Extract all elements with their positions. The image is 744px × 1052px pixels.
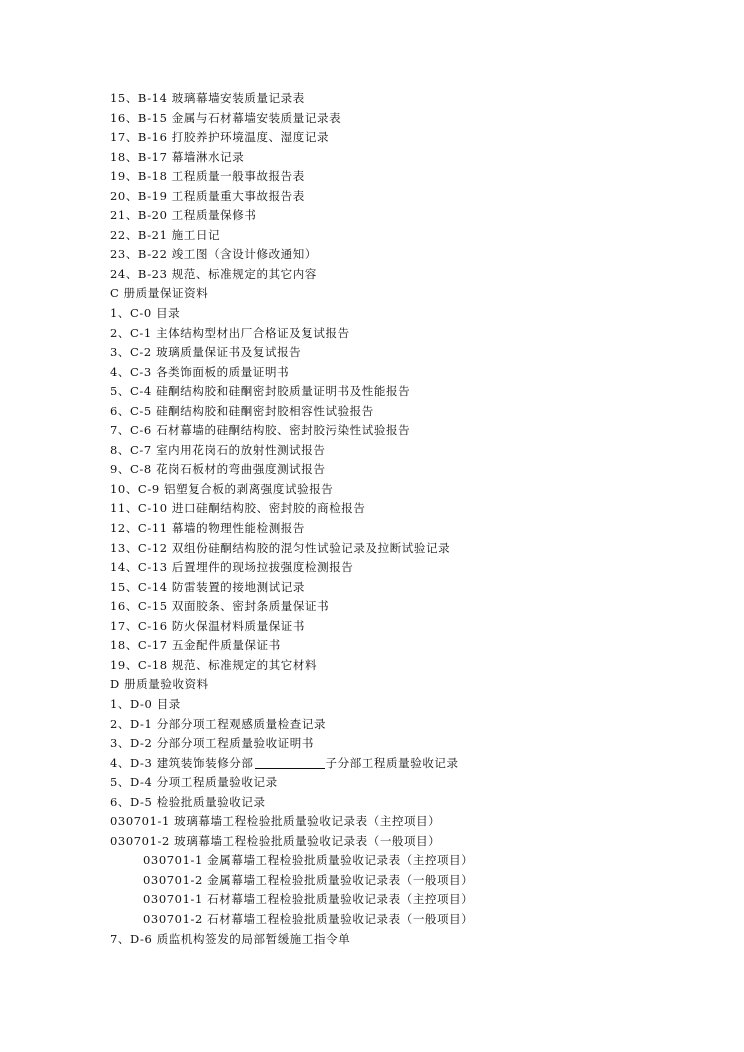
list-item: 15、B-14 玻璃幕墙安装质量记录表	[110, 91, 305, 105]
list-item-prefix: 4、D-3 建筑装饰装修分部	[110, 755, 254, 770]
list-item: 11、C-10 进口硅酮结构胶、密封胶的商检报告	[110, 501, 366, 516]
list-item: 21、B-20 工程质量保修书	[110, 208, 257, 223]
list-item: 17、C-16 防火保温材料质量保证书	[110, 618, 306, 633]
list-item: 15、C-14 防雷装置的接地测试记录	[110, 579, 306, 594]
list-item: 4、C-3 各类饰面板的质量证明书	[110, 364, 290, 379]
list-item-indented: 030701-2 金属幕墙工程检验批质量验收记录表（一般项目）	[143, 872, 474, 887]
list-item: 030701-2 玻璃幕墙工程检验批质量验收记录表（一般项目）	[110, 833, 441, 848]
list-item: 6、C-5 硅酮结构胶和硅酮密封胶相容性试验报告	[110, 403, 374, 418]
list-item: 3、C-2 玻璃质量保证书及复试报告	[110, 345, 302, 360]
list-item: 7、C-6 石材幕墙的硅酮结构胶、密封胶污染性试验报告	[110, 423, 411, 438]
list-item: 1、D-0 目录	[110, 696, 181, 711]
list-item: 030701-1 玻璃幕墙工程检验批质量验收记录表（主控项目）	[110, 814, 441, 829]
list-item: 18、B-17 幕墙淋水记录	[110, 149, 245, 164]
list-item: 10、C-9 铝塑复合板的剥离强度试验报告	[110, 481, 334, 496]
list-item: 9、C-8 花岗石板材的弯曲强度测试报告	[110, 462, 326, 477]
list-item: 19、C-18 规范、标准规定的其它材料	[110, 657, 318, 672]
list-item: 16、C-15 双面胶条、密封条质量保证书	[110, 599, 330, 614]
list-item: 6、D-5 检验批质量验收记录	[110, 794, 266, 809]
list-item: 17、B-16 打胶养护环境温度、湿度记录	[110, 130, 330, 145]
list-item: 14、C-13 后置埋件的现场拉拔强度检测报告	[110, 560, 354, 575]
list-item-indented: 030701-1 石材幕墙工程检验批质量验收记录表（主控项目）	[143, 892, 474, 907]
section-heading-d: D 册质量验收资料	[110, 677, 209, 692]
section-heading-c: C 册质量保证资料	[110, 286, 209, 301]
list-item: 18、C-17 五金配件质量保证书	[110, 638, 281, 653]
list-item: 23、B-22 竣工图（含设计修改通知）	[110, 247, 317, 262]
list-item: 5、D-4 分项工程质量验收记录	[110, 775, 278, 790]
list-item: 2、C-1 主体结构型材出厂合格证及复试报告	[110, 325, 350, 340]
document-body	[110, 89, 710, 949]
list-item: 7、D-6 质监机构签发的局部暂缓施工指令单	[110, 931, 351, 946]
list-item-with-blank	[110, 754, 710, 774]
list-item: 24、B-23 规范、标准规定的其它内容	[110, 266, 317, 281]
list-item: 13、C-12 双组份硅酮结构胶的混匀性试验记录及拉断试验记录	[110, 540, 451, 555]
list-item: 16、B-15 金属与石材幕墙安装质量记录表	[110, 110, 342, 125]
list-item: 8、C-7 室内用花岗石的放射性测试报告	[110, 442, 326, 457]
list-item: 20、B-19 工程质量重大事故报告表	[110, 188, 305, 203]
list-item: 3、D-2 分部分项工程质量验收证明书	[110, 736, 315, 751]
list-item: 19、B-18 工程质量一般事故报告表	[110, 169, 305, 184]
list-item: 5、C-4 硅酮结构胶和硅酮密封胶质量证明书及性能报告	[110, 384, 411, 399]
list-item: 1、C-0 目录	[110, 306, 181, 321]
list-item-suffix: 子分部工程质量验收记录	[325, 755, 459, 770]
list-item-indented: 030701-1 金属幕墙工程检验批质量验收记录表（主控项目）	[143, 853, 474, 868]
list-item-indented: 030701-2 石材幕墙工程检验批质量验收记录表（一般项目）	[143, 911, 474, 926]
list-item: 2、D-1 分部分项工程观感质量检查记录	[110, 716, 327, 731]
fill-in-blank	[255, 756, 325, 769]
list-item: 22、B-21 施工日记	[110, 227, 221, 242]
list-item: 12、C-11 幕墙的物理性能检测报告	[110, 521, 306, 536]
